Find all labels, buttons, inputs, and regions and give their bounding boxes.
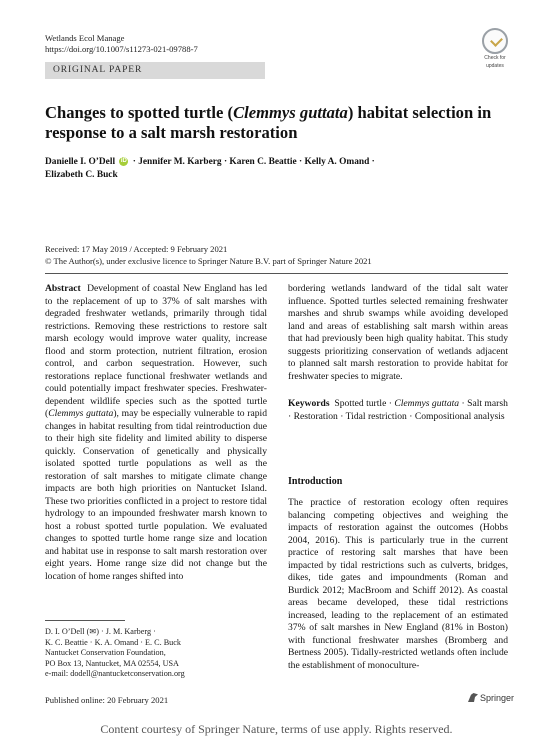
orcid-icon[interactable]: iD: [120, 158, 127, 165]
copyright-line: © The Author(s), under exclusive licence to Springer Nature B.V. part of Springer Nature 2021: [45, 255, 372, 266]
article-dates: [45, 244, 372, 267]
affiliation-footnote: [45, 627, 267, 680]
abstract-column: [45, 283, 267, 583]
publisher-name: Springer: [480, 693, 515, 703]
title-part-1: Changes to spotted turtle (: [45, 103, 234, 122]
badge-label-2: updates: [486, 62, 504, 69]
footnote-line-2: K. C. Beattie · K. A. Omand · E. C. Buck: [45, 637, 181, 647]
journal-header: [45, 33, 198, 55]
check-for-updates-icon: [482, 28, 508, 54]
journal-name: Wetlands Ecol Manage: [45, 33, 125, 43]
footer-notice: Content courtesy of Springer Nature, terms of use apply. Rights reserved.: [100, 722, 453, 736]
title-part-2: ) habitat selection in response to a salt marsh restoration: [45, 103, 492, 142]
abstract-text-a: Development of coastal New England has led to the replacement of up to 37% of salt marshes with degraded freshwater wetlands, primarily through tidal restrictions. Removing these restrictions to restore salt marsh ecology would improve water quality, increase flood and storm protection, nutrient filtration, erosion control, and carbon sequestration. However, such restorations replace functional freshwater wetlands and could potentially impact freshwater species. Freshwater-dependent wildlife species such as the spotted turtle (: [45, 283, 268, 419]
footnote-line-4: PO Box 13, Nantucket, MA 02554, USA: [45, 658, 179, 668]
introduction-body: [288, 497, 508, 672]
footnote-line-3: Nantucket Conservation Foundation,: [45, 648, 166, 658]
keywords-text-b: · Salt marsh · Restoration · Tidal restriction · Compositional analysis: [288, 398, 508, 422]
abstract-text-c: bordering wetlands landward of the tidal salt water influence. Spotted turtles selected remaining freshwater marshes and shrub swamps while avoiding developed land and areas of establishing salt marsh within areas that had previously been high quality habitat. This study suggests prioritizing conservation of wetlands adjacent to planned salt marsh restoration to provide habitat for freshwater species to migrate.: [288, 283, 508, 382]
author-first[interactable]: Danielle I. O’Dell: [45, 157, 116, 167]
keywords-text-a: Spotted turtle ·: [334, 398, 392, 409]
keywords-species: Clemmys guttata: [394, 398, 460, 409]
springer-horse-icon: [468, 693, 478, 702]
footnote-divider: [45, 620, 125, 621]
published-date: Published online: 20 February 2021: [45, 695, 169, 705]
authors-line-2: Elizabeth C. Buck: [45, 170, 118, 180]
article-title: [45, 103, 515, 143]
abstract-species: Clemmys guttata: [48, 408, 114, 419]
doi-link[interactable]: https://doi.org/10.1007/s11273-021-09788-7: [45, 44, 198, 54]
footnote-line-1: D. I. O’Dell (✉) · J. M. Karberg ·: [45, 627, 156, 636]
abstract-label: Abstract: [45, 283, 81, 294]
badge-label-1: Check for: [484, 55, 506, 61]
footnote-email[interactable]: e-mail: dodell@nantucketconservation.org: [45, 669, 185, 679]
title-species: Clemmys guttata: [233, 103, 348, 122]
keywords-label: Keywords: [288, 398, 330, 409]
top-divider: [45, 273, 508, 274]
introduction-heading: Introduction: [288, 476, 343, 487]
check-for-updates-badge[interactable]: [481, 28, 509, 72]
publisher-logo: [468, 693, 514, 703]
keywords-section: [288, 398, 508, 423]
author-list: [45, 156, 515, 182]
abstract-continued: [288, 283, 508, 383]
received-accepted: Received: 17 May 2019 / Accepted: 9 February 2021: [45, 244, 228, 254]
article-type-label: ORIGINAL PAPER: [53, 65, 143, 75]
article-type-banner: [45, 62, 265, 79]
introduction-text: The practice of restoration ecology often requires balancing competing objectives and weighing the impacts of restoration against the outcomes (Hobbs 2004, 2016). This is particularly true in the current practice of restoring salt marshes that have been impacted by tidal restrictions such as culverts, bridges, dikes, tide gates and impoundments (Roman and Burdick 2012; MacBroom and Schiff 2012). As coastal areas became developed, these tidal restrictions increased, leading to the replacement of an estimated 37% of salt marshes in New England (81% in Boston) with functional freshwater marshes (Bromberg and Bertness 2005). Tidally-restricted wetlands often include the establishment of monoculture-: [288, 497, 508, 671]
abstract-text-b: ), may be especially vulnerable to rapid changes in habitat resulting from tidal reintroduction due to their high site fidelity and limited ability to disperse quickly. Conservation of genetically and physically isolated spotted turtle populations as well as the restoration of salt marshes to mitigate climate change impacts are both high priorities on Nantucket Island. These two priorities conflicted in a project to restore tidal hydrology to an impounded freshwater marsh known to host a robust spotted turtle population. We evaluated changes to spotted turtle home range size and location and habitat use in response to salt marsh restoration over eight years. Home range size did not change but the location of home ranges shifted into: [45, 408, 267, 582]
authors-line-1: · Jennifer M. Karberg · Karen C. Beattie · Kelly A. Omand ·: [132, 157, 375, 167]
